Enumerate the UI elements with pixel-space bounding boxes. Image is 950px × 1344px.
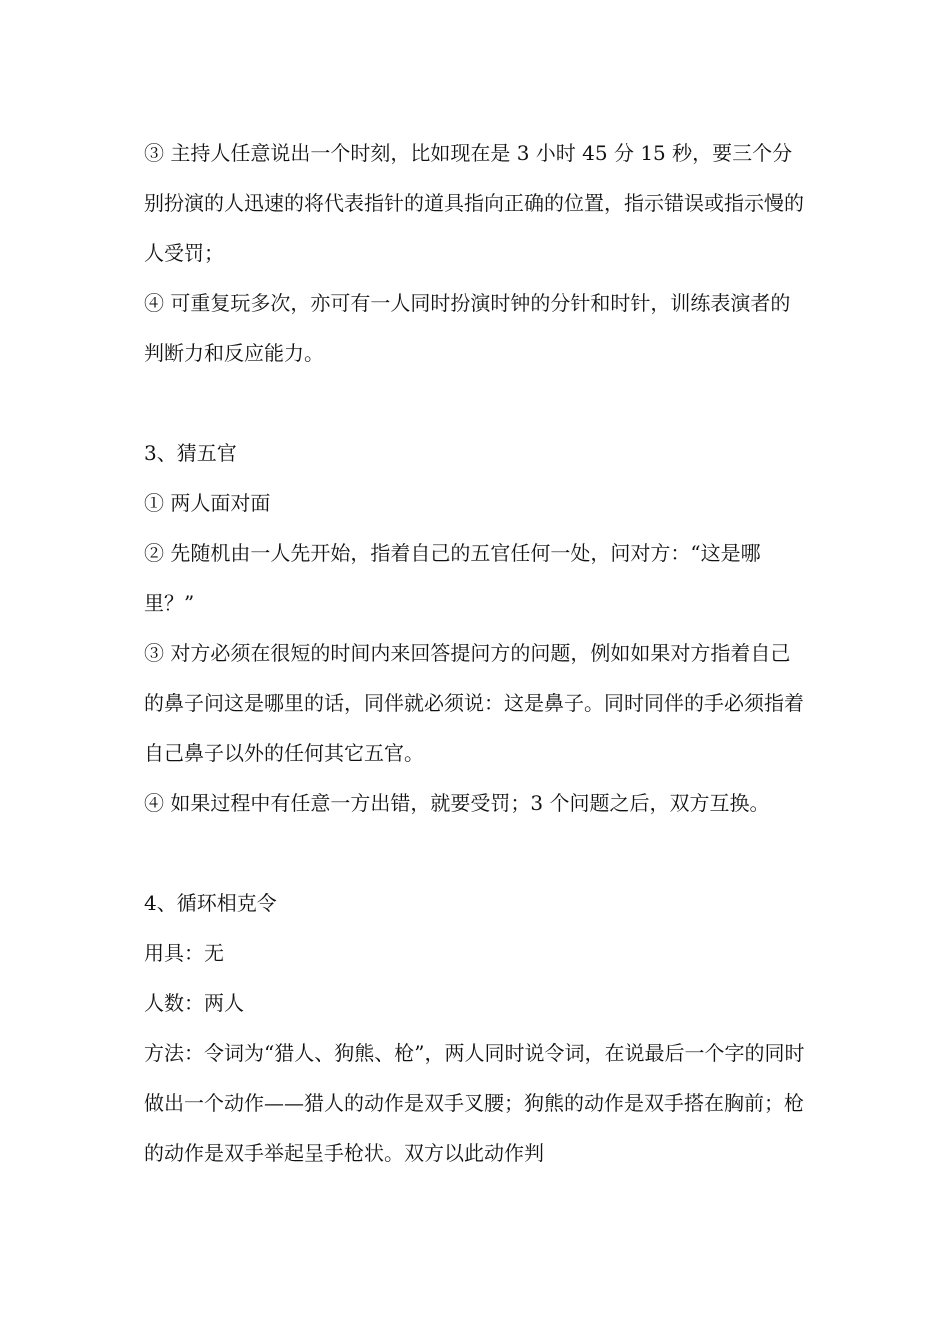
section3-heading: 3、猜五官 — [144, 441, 237, 465]
section3-step4: ④ 如果过程中有任意一方出错，就要受罚；3 个问题之后，双方互换。 — [144, 791, 770, 815]
section-spacer — [144, 828, 808, 878]
section4-tools: 用具：无 — [144, 941, 224, 965]
section4-method: 方法：令词为“猎人、狗熊、枪”，两人同时说令词，在说最后一个字的同时做出一个动作——猎人的动作是双手叉腰；狗熊的动作是双手搭在胸前；枪的动作是双手举起呈手枪状。双方以此动作判 — [144, 1041, 805, 1165]
section2-step4: ④ 可重复玩多次，亦可有一人同时扮演时钟的分针和时针，训练表演者的判断力和反应能力。 — [144, 291, 791, 365]
section-spacer — [144, 378, 808, 428]
section3-step1: ① 两人面对面 — [144, 491, 271, 515]
section4-heading: 4、循环相克令 — [144, 891, 277, 915]
document-body — [144, 128, 808, 1178]
section3-step2: ② 先随机由一人先开始，指着自己的五官任何一处，问对方：“这是哪里？” — [144, 541, 761, 615]
section2-step3: ③ 主持人任意说出一个时刻，比如现在是 3 小时 45 分 15 秒，要三个分别扮演的人迅速的将代表指针的道具指向正确的位置，指示错误或指示慢的人受罚； — [144, 141, 804, 265]
section4-players: 人数：两人 — [144, 991, 244, 1015]
section3-step3: ③ 对方必须在很短的时间内来回答提问方的问题，例如如果对方指着自己的鼻子问这是哪里的话，同伴就必须说：这是鼻子。同时同伴的手必须指着自己鼻子以外的任何其它五官。 — [144, 641, 804, 765]
